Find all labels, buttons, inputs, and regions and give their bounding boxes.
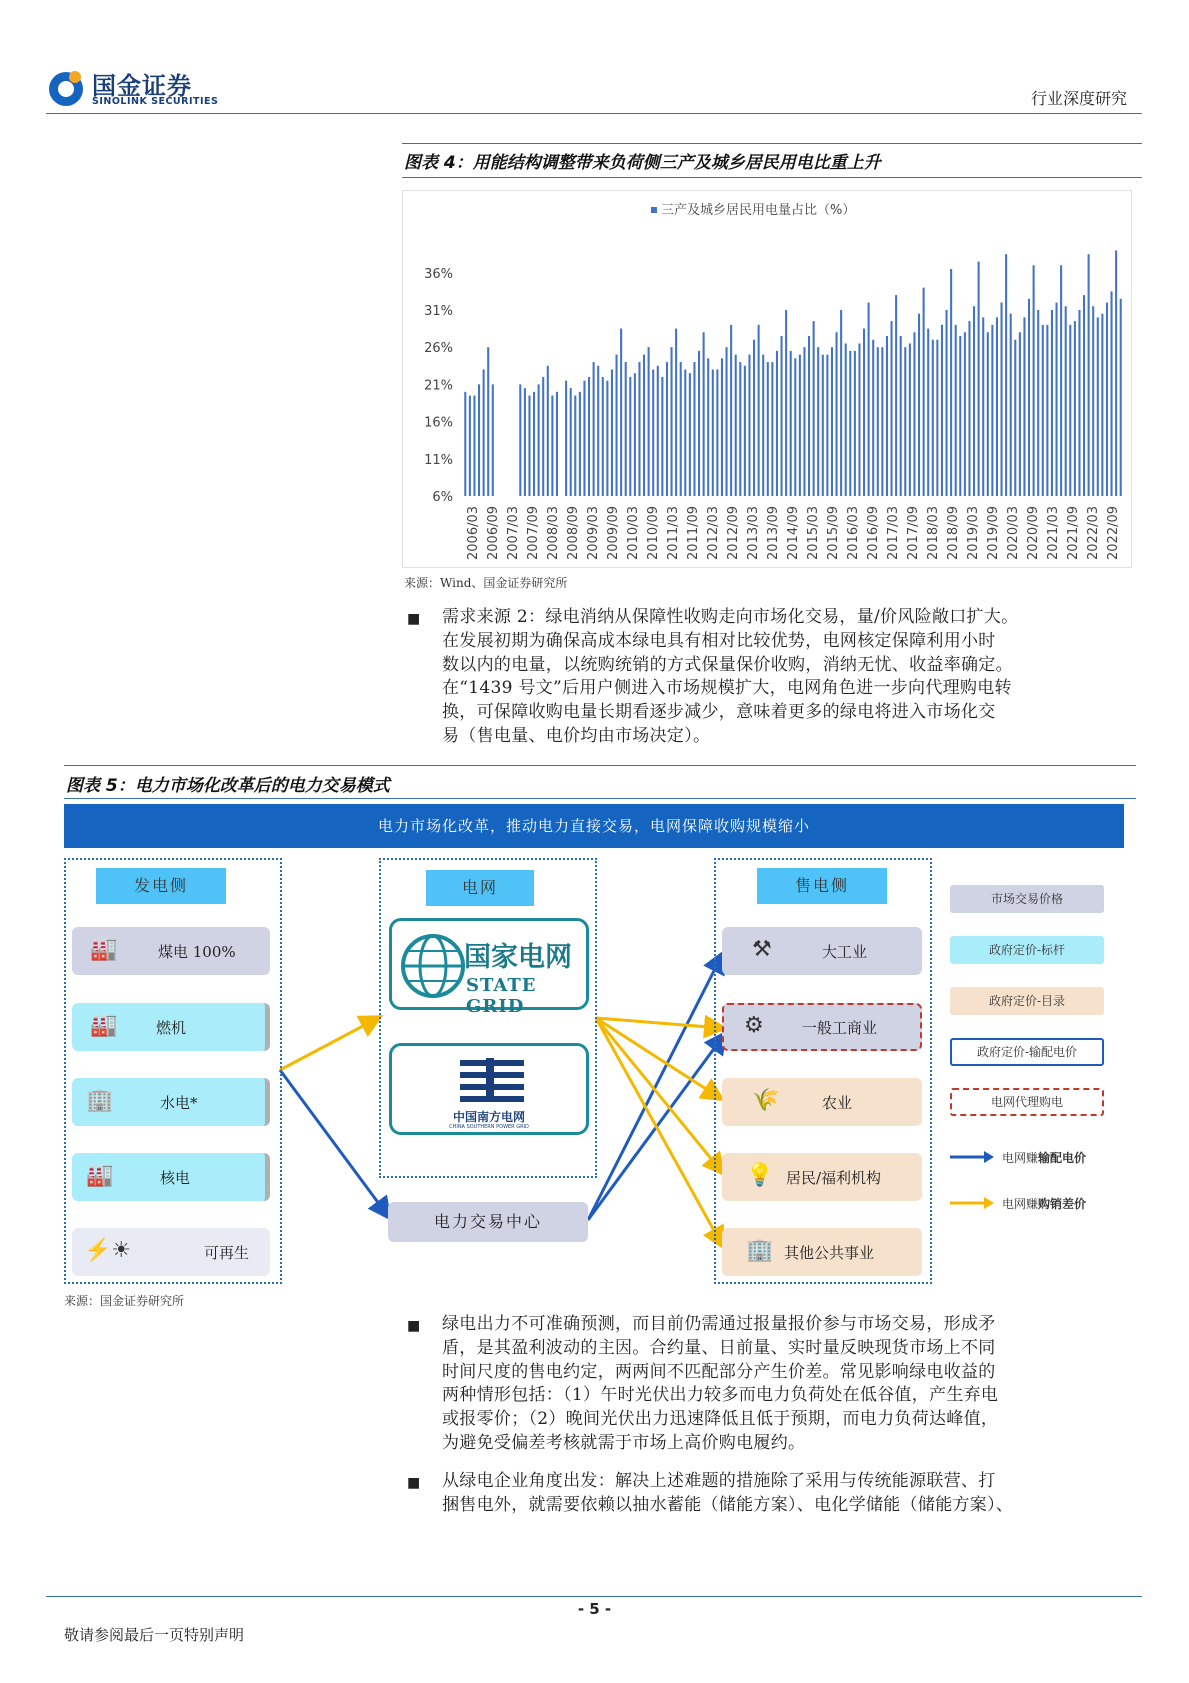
x-tick-label: 2008/03 bbox=[546, 505, 561, 560]
paragraph-green-power-forecast bbox=[442, 1313, 1140, 1456]
legend-blue-arrow-label bbox=[1002, 1149, 1086, 1166]
southern-grid-cn: 中国南方电网 bbox=[452, 1110, 525, 1124]
paragraph-line: 在“1439 号文”后用户侧进入市场规模扩大，电网角色进一步向代理购电转 bbox=[442, 678, 1012, 699]
sell-item-label: 一般工商业 bbox=[802, 1019, 878, 1037]
paragraph-line: 或报零价；（2）晚间光伏出力迅速降低且低于预期，而电力负荷达峰值， bbox=[442, 1409, 999, 1430]
arrow-grid-to-agriculture bbox=[596, 1018, 720, 1098]
x-tick-label: 2009/03 bbox=[586, 505, 601, 560]
x-tick-label: 2012/03 bbox=[706, 505, 721, 560]
gas-plant-icon: 🏭 bbox=[90, 1013, 118, 1038]
selling-side-label: 售电侧 bbox=[757, 868, 887, 904]
x-tick-label: 2015/09 bbox=[826, 505, 841, 560]
paragraph-line: 在发展初期为确保高成本绿电具有相对比较优势，电网核定保障利用小时 bbox=[442, 630, 996, 651]
document-type: 行业深度研究 bbox=[1030, 89, 1127, 108]
nuclear-plant-icon: 🏭 bbox=[86, 1163, 114, 1188]
x-tick-label: 2010/09 bbox=[646, 505, 661, 560]
legend-yellow-arrow-icon bbox=[950, 1196, 994, 1210]
footer-divider bbox=[46, 1596, 1142, 1597]
legend-gov-catalog: 政府定价-目录 bbox=[950, 987, 1104, 1015]
x-tick-label: 2022/09 bbox=[1106, 505, 1121, 560]
y-tick-label: 26% bbox=[424, 341, 453, 357]
arrow-grid-to-commerce bbox=[596, 1018, 722, 1028]
gen-item-label: 煤电 100% bbox=[158, 943, 236, 961]
paragraph-line: 盾，是其盈利波动的主因。合约量、日前量、实时量反映现货市场上不同 bbox=[442, 1337, 996, 1358]
hydro-dam-icon: 🏢 bbox=[86, 1088, 114, 1113]
y-tick-label: 16% bbox=[424, 415, 453, 431]
gen-item-label: 水电* bbox=[160, 1094, 198, 1112]
legend-yellow-bold: 购销差价 bbox=[1038, 1197, 1087, 1211]
gears-icon: ⚙ bbox=[744, 1013, 764, 1038]
paragraph-line: 两种情形包括：（1）午时光伏出力较多而电力负荷处在低谷值，产生弃电 bbox=[442, 1385, 999, 1406]
page-number: - 5 - bbox=[577, 1600, 612, 1618]
wheat-icon: 🌾 bbox=[752, 1088, 780, 1113]
bullet-marker: ■ bbox=[407, 1318, 421, 1334]
figure5-source: 来源：国金证券研究所 bbox=[64, 1294, 185, 1308]
sell-item-general-commerce bbox=[722, 1003, 922, 1051]
x-tick-label: 2007/09 bbox=[526, 505, 541, 560]
southern-grid-icon bbox=[460, 1058, 524, 1102]
gen-item-label: 可再生 bbox=[204, 1244, 250, 1262]
y-tick-label: 6% bbox=[432, 490, 453, 505]
selling-side-panel bbox=[714, 858, 932, 1284]
x-tick-label: 2017/03 bbox=[886, 505, 901, 560]
paragraph-line: 易（售电量、电价均由市场决定）。 bbox=[442, 725, 711, 746]
paragraph-line: 捆售电外，就需要依赖以抽水蓄能（储能方案）、电化学储能（储能方案）、 bbox=[442, 1494, 1014, 1515]
legend-yellow-prefix: 电网赚 bbox=[1002, 1197, 1039, 1211]
sell-item-label: 居民/福利机构 bbox=[786, 1169, 882, 1187]
paragraph-line: 为避免受偏差考核就需于市场上高价购电履约。 bbox=[442, 1432, 806, 1453]
logo-english: SINOLINK SECURITIES bbox=[92, 96, 219, 107]
x-tick-label: 2012/09 bbox=[726, 505, 741, 560]
figure5-banner: 电力市场化改革，推动电力直接交易，电网保障收购规模缩小 bbox=[64, 804, 1124, 848]
sell-item-label: 其他公共事业 bbox=[784, 1244, 875, 1262]
legend-yellow-arrow-label bbox=[1002, 1195, 1086, 1212]
paragraph-line: 从绿电企业角度出发：解决上述难题的措施除了采用与传统能源联营、打 bbox=[442, 1471, 996, 1491]
state-grid-cn: 国家电网 bbox=[464, 942, 572, 973]
building-icon: 🏢 bbox=[746, 1238, 774, 1263]
x-tick-label: 2015/03 bbox=[806, 505, 821, 560]
gen-item-coal bbox=[72, 927, 270, 975]
x-tick-label: 2006/03 bbox=[466, 505, 481, 560]
paragraph-line: 换，可保障收购电量长期看逐步减少，意味着更多的绿电将进入市场化交 bbox=[442, 702, 996, 723]
state-grid-card bbox=[389, 918, 589, 1017]
generation-side-label: 发电侧 bbox=[96, 868, 226, 904]
x-tick-label: 2007/03 bbox=[506, 505, 521, 560]
sell-item-large-industry bbox=[722, 927, 922, 975]
x-tick-label: 2022/03 bbox=[1086, 505, 1101, 560]
figure5-title: 图表 5：电力市场化改革后的电力交易模式 bbox=[66, 776, 390, 796]
sell-item-agriculture bbox=[722, 1078, 922, 1126]
arrow-gen-to-grid bbox=[280, 1018, 378, 1070]
sell-item-public-utility bbox=[722, 1228, 922, 1276]
sell-item-label: 大工业 bbox=[822, 943, 868, 961]
x-tick-label: 2006/09 bbox=[486, 505, 501, 560]
arrow-grid-to-public bbox=[596, 1018, 722, 1245]
figure4-source: 来源：Wind、国金证券研究所 bbox=[404, 576, 568, 590]
paragraph-line: 需求来源 2：绿电消纳从保障性收购走向市场化交易，量/价风险敞口扩大。 bbox=[442, 607, 1019, 627]
paragraph-line: 时间尺度的售电约定，两两间不匹配部分产生价差。常见影响绿电收益的 bbox=[442, 1361, 996, 1382]
x-tick-label: 2019/03 bbox=[966, 505, 981, 560]
x-tick-label: 2021/03 bbox=[1046, 505, 1061, 560]
anvil-icon: ⚒ bbox=[752, 937, 772, 962]
arrow-gen-to-hub bbox=[280, 1070, 388, 1216]
legend-label: 三产及城乡居民用电量占比（%） bbox=[661, 203, 856, 218]
trading-center: 电力交易中心 bbox=[388, 1202, 588, 1242]
gen-item-gas bbox=[72, 1003, 270, 1051]
sell-item-residential bbox=[722, 1153, 922, 1201]
gen-item-renewable bbox=[72, 1228, 270, 1276]
y-tick-label: 11% bbox=[424, 452, 453, 468]
x-tick-label: 2019/09 bbox=[986, 505, 1001, 560]
gen-item-label: 燃机 bbox=[156, 1019, 187, 1037]
legend-gov-benchmark: 政府定价-标杆 bbox=[950, 936, 1104, 964]
legend-market-price: 市场交易价格 bbox=[950, 885, 1104, 913]
paragraph-line: 绿电出力不可准确预测，而目前仍需通过报量报价参与市场交易，形成矛 bbox=[442, 1314, 996, 1334]
legend-blue-bold: 输配电价 bbox=[1038, 1151, 1087, 1165]
figure4-title: 图表 4：用能结构调整带来负荷侧三产及城乡居民用电比重上升 bbox=[404, 153, 881, 173]
x-tick-label: 2016/03 bbox=[846, 505, 861, 560]
x-tick-label: 2011/03 bbox=[666, 505, 681, 560]
paragraph-green-power-enterprise bbox=[442, 1470, 1140, 1518]
y-tick-label: 31% bbox=[424, 303, 453, 319]
legend-blue-arrow-icon bbox=[950, 1150, 994, 1164]
x-tick-label: 2009/09 bbox=[606, 505, 621, 560]
gen-item-label: 核电 bbox=[160, 1169, 191, 1187]
sell-item-label: 农业 bbox=[822, 1094, 853, 1112]
wind-solar-icon: ⚡☀ bbox=[84, 1238, 132, 1263]
southern-grid-card bbox=[389, 1043, 589, 1135]
grid-label: 电网 bbox=[426, 870, 534, 906]
y-tick-label: 36% bbox=[424, 266, 453, 282]
logo-chinese: 国金证券 bbox=[92, 72, 192, 100]
x-tick-label: 2010/03 bbox=[626, 505, 641, 560]
x-tick-label: 2021/09 bbox=[1066, 505, 1081, 560]
generation-side-panel bbox=[64, 858, 282, 1284]
x-tick-label: 2016/09 bbox=[866, 505, 881, 560]
x-tick-label: 2013/03 bbox=[746, 505, 761, 560]
x-tick-label: 2011/09 bbox=[686, 505, 701, 560]
bullet-marker: ■ bbox=[407, 611, 421, 627]
legend-gov-transmission: 政府定价-输配电价 bbox=[950, 1038, 1104, 1066]
footer-disclaimer: 敬请参阅最后一页特别声明 bbox=[64, 1626, 245, 1644]
x-tick-label: 2020/09 bbox=[1026, 505, 1041, 560]
paragraph-line: 数以内的电量，以统购统销的方式保量保价收购，消纳无忧、收益率确定。 bbox=[442, 654, 1013, 675]
arrow-grid-to-residential bbox=[596, 1018, 722, 1172]
x-tick-label: 2018/09 bbox=[946, 505, 961, 560]
southern-grid-en: CHINA SOUTHERN POWER GRID bbox=[449, 1124, 529, 1130]
gen-item-hydro bbox=[72, 1078, 270, 1126]
x-tick-label: 2017/09 bbox=[906, 505, 921, 560]
bullet-marker: ■ bbox=[407, 1475, 421, 1491]
x-tick-label: 2008/09 bbox=[566, 505, 581, 560]
factory-icon: 🏭 bbox=[90, 937, 118, 962]
legend-blue-prefix: 电网赚 bbox=[1002, 1151, 1039, 1165]
state-grid-globe-icon bbox=[400, 933, 466, 999]
x-tick-label: 2020/03 bbox=[1006, 505, 1021, 560]
state-grid-en: STATE GRID bbox=[466, 975, 537, 1017]
legend-grid-agent: 电网代理购电 bbox=[950, 1088, 1104, 1116]
y-tick-label: 21% bbox=[424, 378, 453, 394]
x-tick-label: 2018/03 bbox=[926, 505, 941, 560]
x-tick-label: 2014/09 bbox=[786, 505, 801, 560]
lightbulb-icon: 💡 bbox=[746, 1163, 774, 1188]
x-tick-label: 2013/09 bbox=[766, 505, 781, 560]
gen-item-nuclear bbox=[72, 1153, 270, 1201]
